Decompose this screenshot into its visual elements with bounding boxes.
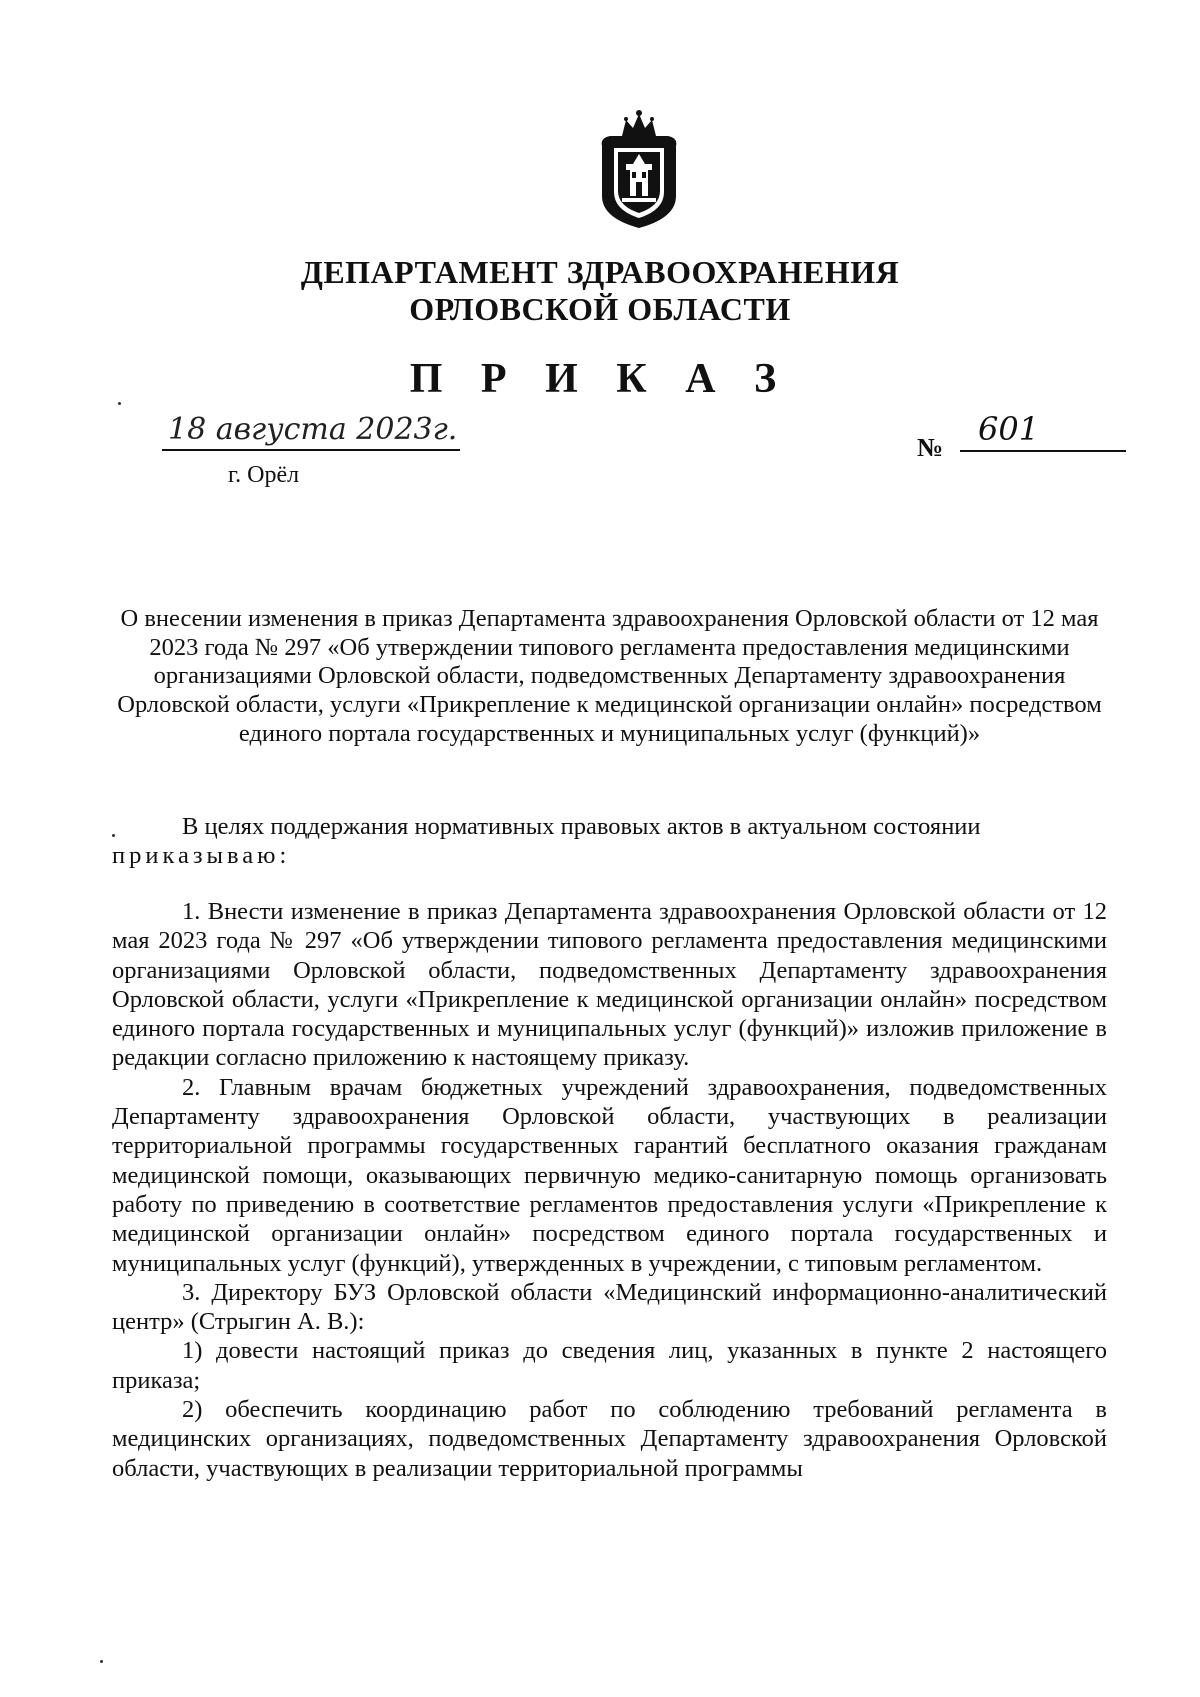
number-label: №	[917, 433, 944, 462]
department-name-line1: ДЕПАРТАМЕНТ ЗДРАВООХРАНЕНИЯ	[300, 254, 900, 290]
list-item: 3. Директору БУЗ Орловской области «Медицинский информационно-аналитический центр» (Стрыгин А. В.):	[112, 1278, 1107, 1336]
scan-speck	[112, 834, 115, 837]
list-item: 1) довести настоящий приказ до сведения лиц, указанных в пункте 2 настоящего приказа;	[112, 1337, 1107, 1394]
document-number: 601	[960, 410, 1126, 452]
intro-text: В целях поддержания нормативных правовых актов в актуальном состоянии	[182, 813, 981, 840]
coat-of-arms-icon	[592, 108, 686, 230]
order-items	[112, 897, 1107, 1483]
document-type: П Р И К А З	[409, 356, 791, 402]
list-item: 2. Главным врачам бюджетных учреждений здравоохранения, подведомственных Департаменту здравоохранения Орловской области, участвующих в реализации территориальной программы государственных гарантий бесплатного оказания гражданам медицинской помощи, оказывающих первичную медико-санитарную помощь организовать работу по приведению в соответствие регламентов предоставления услуги «Прикрепление к медицинской организации онлайн» посредством единого портала государственных и муниципальных услуг (функций), утвержденных в учреждении, с типовым регламентом.	[112, 1073, 1107, 1277]
intro-block	[112, 812, 1107, 871]
document-city: г. Орёл	[228, 462, 300, 488]
document-date: 18 августа 2023г.	[162, 412, 460, 451]
list-item: 2) обеспечить координацию работ по соблюдению требований регламента в медицинских организациях, подведомственных Департаменту здравоохранения Орловской области, участвующих в реализации территориальной программы	[112, 1396, 1107, 1482]
order-word: приказываю:	[112, 842, 291, 870]
department-name-line2: ОРЛОВСКОЙ ОБЛАСТИ	[409, 291, 791, 327]
list-item: 1. Внести изменение в приказ Департамента здравоохранения Орловской области от 12 мая 2023 года № 297 «Об утверждении типового регламента предоставления медицинскими организациями Орловской области, подведомственных Департаменту здравоохранения Орловской области, услуги «Прикрепление к медицинской организации онлайн» посредством единого портала государственных и муниципальных услуг (функций)» изложив приложение в редакции согласно приложению к настоящему приказу.	[112, 898, 1107, 1072]
scan-speck	[100, 1660, 103, 1663]
scan-speck	[118, 402, 121, 405]
document-title: О внесении изменения в приказ Департамента здравоохранения Орловской области от 12 мая 2023 года № 297 «Об утверждении типового регламента предоставления медицинскими организациями Орловской области, подведомственных Департаменту здравоохранения Орловской области, услуги «Прикрепление к медицинской организации онлайн» посредством единого портала государственных и муниципальных услуг (функций)»	[117, 605, 1102, 747]
